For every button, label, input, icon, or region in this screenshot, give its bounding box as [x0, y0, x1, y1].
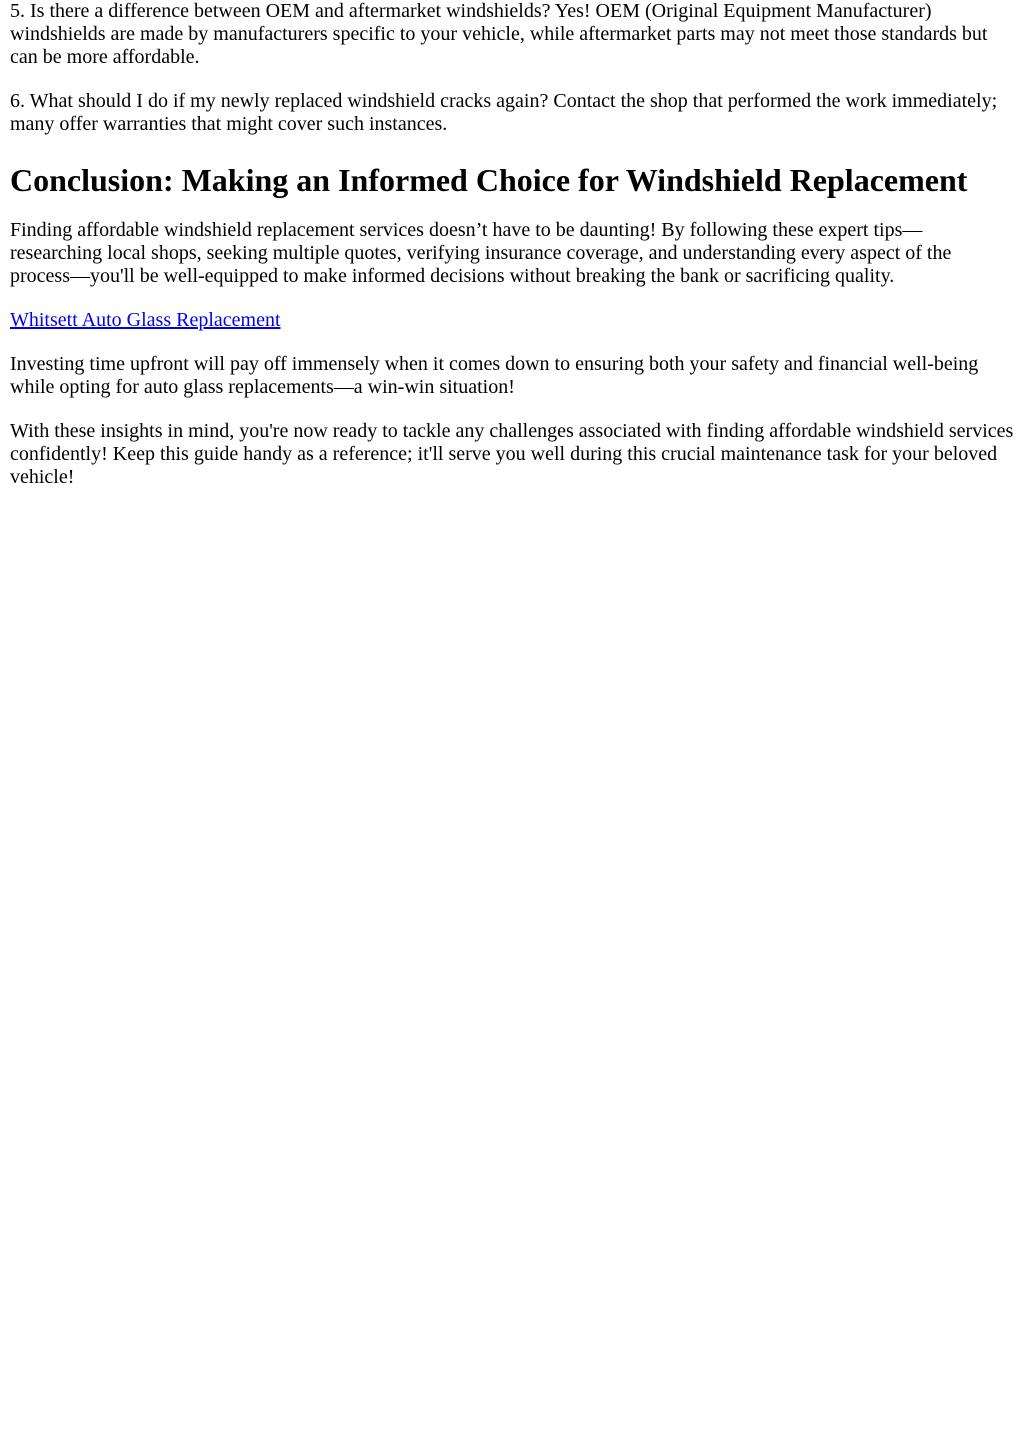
document-page: [0, 0, 1024, 489]
faq-item-6: 6. What should I do if my newly replaced windshield cracks again? Contact the shop that performed the work immediately; many offer warranties that might cover such instances.: [10, 90, 998, 135]
link-paragraph: [10, 309, 1014, 332]
conclusion-intro-paragraph: Finding affordable windshield replacement services doesn’t have to be daunting! By following these expert tips—researching local shops, seeking multiple quotes, verifying insurance coverage, and understanding every aspect of the process—you'll be well-equipped to make informed decisions without breaking the bank or sacrificing quality.: [10, 219, 952, 287]
whitsett-auto-glass-link[interactable]: Whitsett Auto Glass Replacement: [10, 309, 281, 331]
closing-paragraph: With these insights in mind, you're now ready to tackle any challenges associated with finding affordable windshield services confidently! Keep this guide handy as a reference; it'll serve you well during this crucial maintenance task for your beloved vehicle!: [10, 420, 1014, 488]
faq-item-5: 5. Is there a difference between OEM and aftermarket windshields? Yes! OEM (Original Equipment Manufacturer) windshields are made by manufacturers specific to your vehicle, while aftermarket parts may not meet those standards but can be more affordable.: [10, 0, 988, 68]
investing-paragraph: Investing time upfront will pay off immensely when it comes down to ensuring both your safety and financial well-being while opting for auto glass replacements—a win-win situation!: [10, 353, 979, 398]
conclusion-heading: Conclusion: Making an Informed Choice for Windshield Replacement: [10, 162, 968, 198]
